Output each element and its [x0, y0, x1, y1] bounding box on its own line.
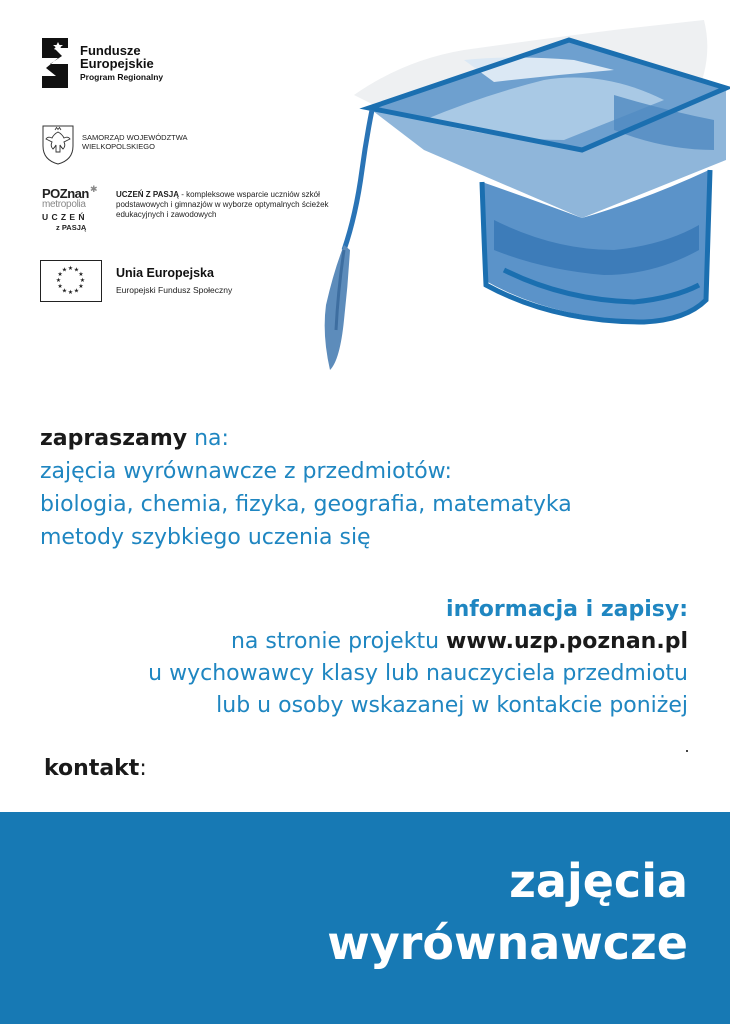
- eagle-crest-icon: [40, 122, 76, 166]
- info-line3: lub u osoby wskazanej w kontakcie poniżej: [216, 693, 688, 718]
- invite-lead-bold: zapraszamy: [40, 426, 188, 451]
- banner-title: [327, 850, 688, 974]
- ue-subtitle: Europejski Fundusz Społeczny: [116, 285, 233, 295]
- bottom-banner: [0, 812, 730, 1024]
- graduation-cap-icon: [314, 0, 730, 380]
- svg-text:★: ★: [67, 289, 74, 296]
- project-url-link[interactable]: www.uzp.poznan.pl: [446, 629, 688, 654]
- invite-lead: [40, 422, 710, 455]
- info-line2: u wychowawcy klasy lub nauczyciela przedmiotu: [148, 661, 688, 686]
- svg-text:★: ★: [79, 277, 86, 284]
- fundusze-europejskie-icon: [40, 36, 70, 90]
- uzp-description: [116, 190, 334, 220]
- uzp-logo-metropolia: metropolia: [42, 199, 86, 210]
- uzp-logo-zpasja: z PASJĄ: [56, 223, 87, 232]
- uzp-name: UCZEŃ Z PASJĄ: [116, 190, 179, 199]
- fe-title-line2: Europejskie: [80, 56, 154, 71]
- svg-text:★: ★: [61, 287, 68, 295]
- invite-lead-rest: na:: [187, 426, 229, 451]
- svg-text:★: ★: [57, 271, 63, 278]
- svg-text:★: ★: [73, 287, 80, 295]
- fe-title-line1: Fundusze: [80, 43, 141, 58]
- contact-label: [44, 756, 147, 781]
- svg-text:★: ★: [67, 265, 74, 272]
- samorzad-logo: [40, 122, 230, 166]
- unia-europejska-logo: [40, 260, 260, 304]
- info-heading: informacja i zapisy:: [446, 597, 688, 622]
- contact-colon: :: [139, 756, 147, 781]
- uzp-description-text: - kompleksowe wsparcie uczniów szkół podstawowych i gimnazjów w wyborze optymalnych ścieżek edukacyjnych i zawodowych: [116, 190, 329, 219]
- stray-dot: [686, 750, 688, 752]
- banner-line1: zajęcia: [509, 854, 688, 908]
- fundusze-europejskie-logo: [40, 36, 240, 96]
- info-block: [0, 594, 688, 722]
- uczen-z-pasja-block: [40, 186, 340, 238]
- svg-text:★: ★: [61, 266, 68, 274]
- contact-label-text: kontakt: [44, 756, 140, 781]
- info-line1: [0, 626, 688, 658]
- ue-title: Unia Europejska: [116, 266, 214, 280]
- svg-text:★: ★: [57, 283, 63, 290]
- uzp-logo-poznan: POZnan: [42, 186, 89, 201]
- invite-line2: zajęcia wyrównawcze z przedmiotów:: [40, 459, 452, 484]
- svg-text:★: ★: [78, 271, 84, 278]
- invitation-text: [40, 422, 710, 554]
- eu-flag-icon: [40, 260, 102, 302]
- invite-subjects: biologia, chemia, fizyka, geografia, matematyka: [40, 492, 572, 517]
- banner-line2: wyrównawcze: [327, 916, 688, 970]
- fe-subtitle: Program Regionalny: [80, 72, 164, 82]
- star-icon: ✱: [90, 184, 98, 194]
- svg-text:★: ★: [55, 277, 62, 284]
- svg-text:★: ★: [78, 283, 84, 290]
- eu-stars-icon: [41, 261, 100, 300]
- uczen-z-pasja-logo: [40, 186, 100, 236]
- svg-text:★: ★: [73, 266, 80, 274]
- info-line1-pre: na stronie projektu: [230, 629, 447, 654]
- uzp-logo-uczen: UCZEŃ: [42, 212, 88, 222]
- samorzad-line2: WIELKOPOLSKIEGO: [82, 142, 155, 151]
- invite-line4: metody szybkiego uczenia się: [40, 525, 371, 550]
- samorzad-line1: SAMORZĄD WOJEWÓDZTWA: [82, 133, 188, 142]
